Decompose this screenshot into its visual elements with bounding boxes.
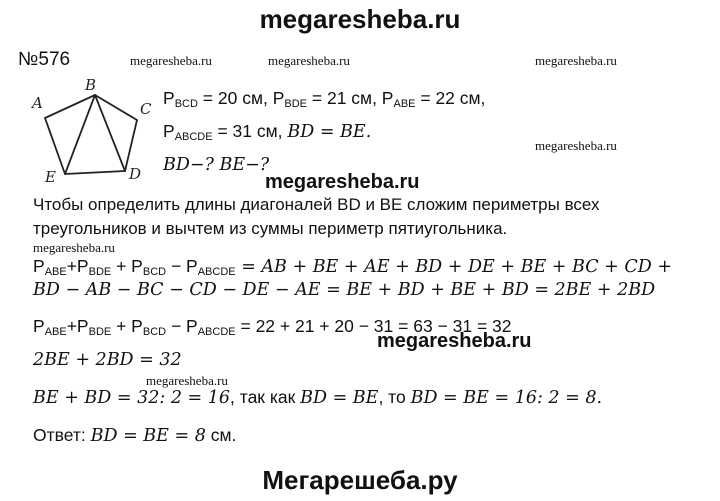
watermark: megaresheba.ru bbox=[535, 138, 617, 153]
label-vertex-e: E bbox=[45, 168, 56, 186]
watermark: megaresheba.ru bbox=[535, 53, 617, 68]
label-vertex-d: D bbox=[129, 165, 142, 183]
label-vertex-c: C bbox=[140, 100, 152, 118]
answer-line: Ответ: BD = BE = 8 см. bbox=[33, 425, 237, 446]
solution-intro-line-2: треугольников и вычтем из суммы периметр пятиугольника. bbox=[33, 219, 508, 238]
label-vertex-a: A bbox=[32, 94, 43, 112]
task-number: №576 bbox=[18, 49, 71, 70]
question-line: BD−? BE−? bbox=[163, 155, 270, 175]
perimeter-sum-equation: $P_{ABE}+P_{BDE} + P_{BCD} - P_{ABCDE}$ = AB + BE + AE + BD + DE + BE + BC + CD + bbox=[33, 256, 673, 278]
watermark: megaresheba.ru bbox=[146, 373, 228, 388]
solution-intro-line-1: Чтобы определить длины диагоналей BD и BE сложим периметры всех bbox=[33, 195, 600, 214]
diagonals-equation: 2BE + 2BD = 32 bbox=[33, 350, 182, 370]
watermark-bold: megaresheba.ru bbox=[377, 330, 532, 352]
diagonal-result-equation: BE + BD = 32: 2 = 16, так как BD = BE, то BD = BE = 16: 2 = 8. bbox=[33, 387, 603, 408]
perimeter-sum-equation-continued: BD − AB − BC − CD − DE − AE = BE + BD + BE + BD = 2BE + 2BD bbox=[33, 280, 656, 300]
label-vertex-b: B bbox=[85, 78, 97, 94]
site-header-title[interactable]: megaresheba.ru bbox=[259, 4, 461, 34]
numeric-equation: $P_{ABE}+P_{BDE} + P_{BCD} - P_{ABCDE} = 22 + 21 + 20 - 31 = 63 - 31 = 32$ bbox=[33, 316, 512, 338]
watermark: megaresheba.ru bbox=[268, 53, 350, 68]
watermark-bold: megaresheba.ru bbox=[265, 171, 420, 193]
pentagon-figure bbox=[28, 78, 158, 190]
given-pentagon-perimeter-line: $P_{ABCDE} = 31$ см, BD = BE. bbox=[163, 121, 372, 143]
watermark: megaresheba.ru bbox=[33, 240, 115, 255]
site-footer-title[interactable]: Мегарешеба.ру bbox=[262, 465, 458, 495]
given-perimeters-line: $P_{BCD} = 20$ см, $P_{BDE} = 21$ см, $P_{ABE} = 22$ см, bbox=[163, 88, 486, 110]
diagonal-bd bbox=[95, 95, 125, 171]
watermark: megaresheba.ru bbox=[130, 53, 212, 68]
